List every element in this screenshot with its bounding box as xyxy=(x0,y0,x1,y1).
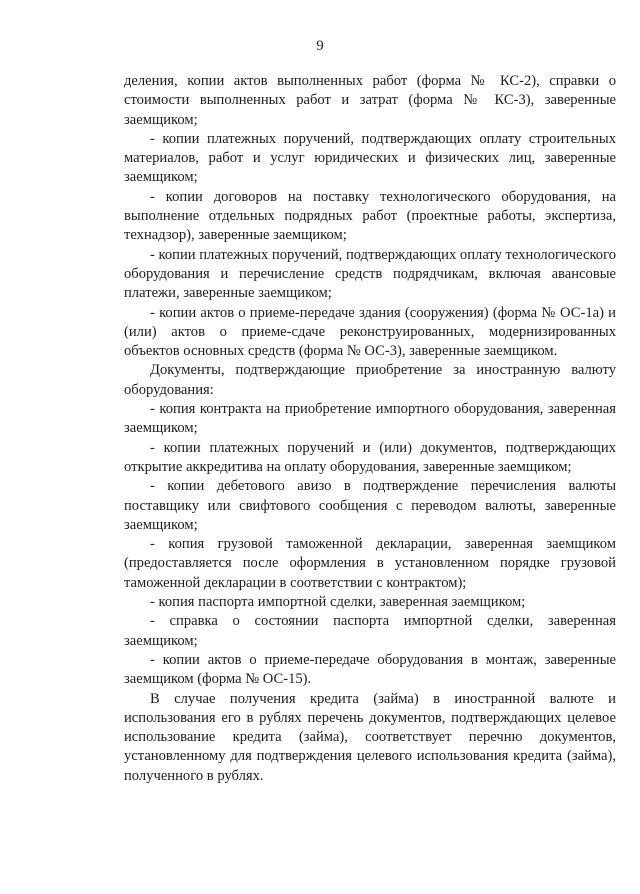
document-body xyxy=(124,72,616,786)
paragraph: - копия паспорта импортной сделки, заверенная заемщиком; xyxy=(150,594,526,611)
paragraph: - копии платежных поручений и (или) документов, подтверждающих открытие аккредитива на оплату оборудования, заверенные заемщиком; xyxy=(124,439,616,475)
paragraph: - копии платежных поручений, подтверждающих оплату технологического оборудования и перечисление средств подрядчикам, включая авансовые платежи, заверенные заемщиком; xyxy=(124,246,617,302)
paragraph: - копии платежных поручений, подтверждающих оплату строительных материалов, работ и услуг юридических и физических лиц, заверенные заемщиком; xyxy=(124,130,616,186)
paragraph: В случае получения кредита (займа) в иностранной валюте и использования его в рублях перечень документов, подтверждающих целевое использование кредита (займа), соответствует перечню документов, установленному для подтверждения целевого использования кредита (займа), полученного в рублях. xyxy=(124,690,616,784)
paragraph: - копия контракта на приобретение импортного оборудования, заверенная заемщиком; xyxy=(124,401,616,437)
page-number: 9 xyxy=(316,38,324,54)
paragraph: - копии дебетового авизо в подтверждение перечисления валюты поставщику или свифтового сообщения с переводом валюты, заверенные заемщиком; xyxy=(124,478,616,533)
paragraph: - копии актов о приеме-передаче здания (сооружения) (форма № ОС-1а) и (или) актов о приеме-сдаче реконструированных, модернизированных объектов основных средств (форма № ОС-3), заверенные заемщиком. xyxy=(124,304,616,360)
paragraph: - копии актов о приеме-передаче оборудования в монтаж, заверенные заемщиком (форма № ОС-15). xyxy=(124,651,616,688)
paragraph: Документы, подтверждающие приобретение за иностранную валюту оборудования: xyxy=(124,362,616,398)
paragraph: - справка о состоянии паспорта импортной сделки, заверенная заемщиком; xyxy=(124,613,616,649)
paragraph: деления, копии актов выполненных работ (форма № КС-2), справки о стоимости выполненных работ и затрат (форма № КС-3), заверенные заемщиком; xyxy=(124,73,616,128)
paragraph: - копии договоров на поставку технологического оборудования, на выполнение отдельных подрядных работ (проектные работы, экспертиза, технадзор), заверенные заемщиком; xyxy=(124,188,616,244)
paragraph: - копия грузовой таможенной декларации, заверенная заемщиком (предоставляется после оформления в установленном порядке грузовой таможенной декларации в соответствии с контрактом); xyxy=(124,536,616,591)
